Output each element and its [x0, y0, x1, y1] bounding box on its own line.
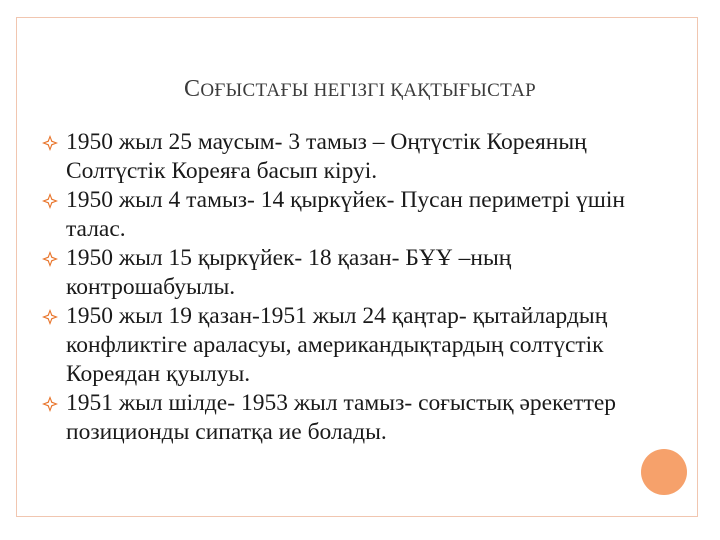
bullet-text: 1950 жыл 19 қазан-1951 жыл 24 қаңтар- қытайлардың конфликтіге араласуы, американдықтардың солтүстік Кореядан қуылуы.	[66, 303, 608, 387]
diamond-star-icon	[42, 135, 58, 151]
bullet-text: 1950 жыл 4 тамыз- 14 қыркүйек- Пусан периметрі үшін талас.	[66, 187, 625, 242]
slide-title	[0, 76, 720, 103]
bullet-item	[42, 302, 642, 389]
bullet-text: 1951 жыл шілде- 1953 жыл тамыз- соғыстық әрекеттер позиционды сипатқа ие болады.	[66, 390, 617, 445]
bullet-item	[42, 186, 642, 244]
diamond-star-icon	[42, 309, 58, 325]
bullet-item	[42, 128, 642, 186]
title-initial: С	[184, 76, 201, 102]
bullet-item	[42, 244, 642, 302]
decorative-circle	[641, 449, 687, 495]
bullet-text: 1950 жыл 15 қыркүйек- 18 қазан- БҰҰ –ның контрошабуылы.	[66, 245, 512, 300]
bullet-item	[42, 389, 642, 447]
diamond-star-icon	[42, 251, 58, 267]
bullet-list	[42, 128, 642, 447]
bullet-text: 1950 жыл 25 маусым- 3 тамыз – Оңтүстік Кореяның Солтүстік Кореяға басып кіруі.	[66, 129, 587, 184]
title-rest: ОҒЫСТАҒЫ НЕГІЗГІ ҚАҚТЫҒЫСТАР	[200, 80, 536, 101]
diamond-star-icon	[42, 193, 58, 209]
diamond-star-icon	[42, 396, 58, 412]
